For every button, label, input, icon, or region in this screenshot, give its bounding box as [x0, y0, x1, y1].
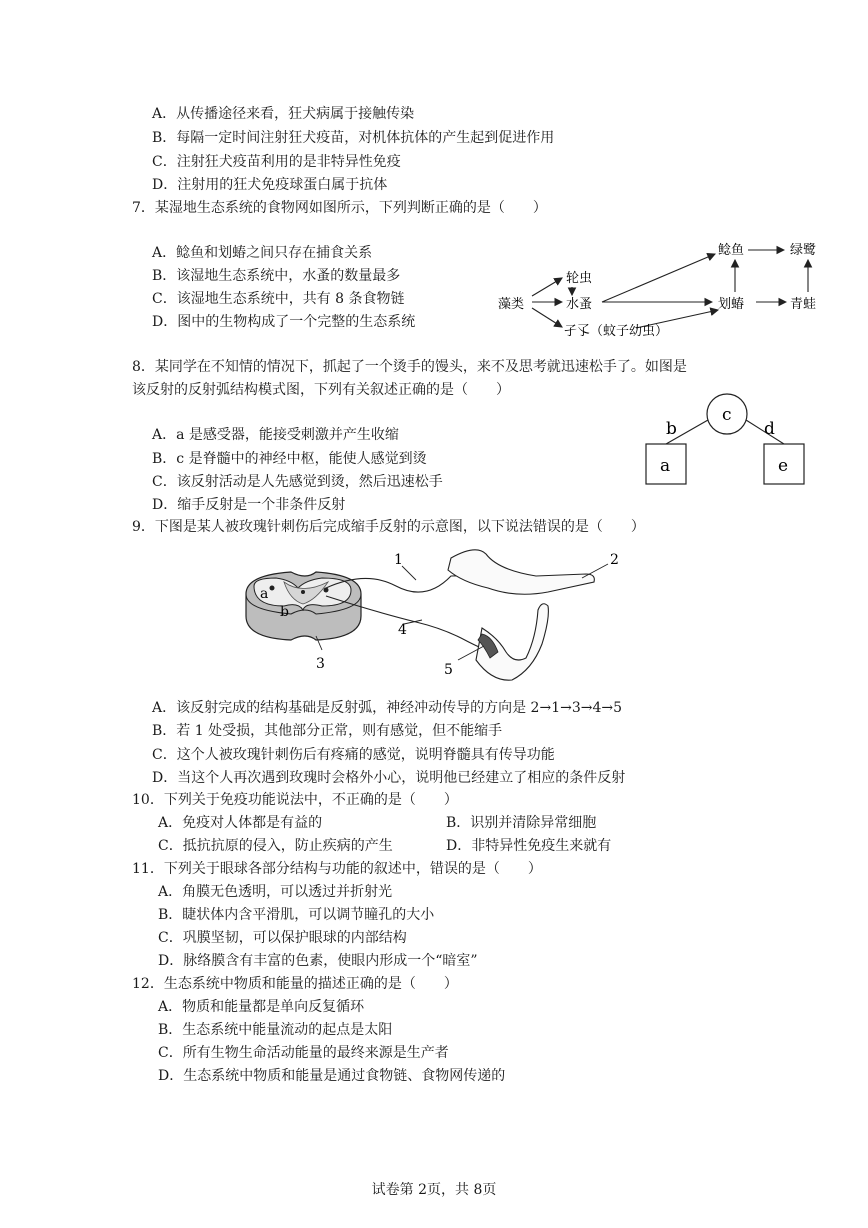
q8-option-a: A．a 是感受器，能接受刺激并产生收缩 — [152, 427, 399, 443]
reflex-illustration — [236, 540, 636, 690]
q6-option-b: B．每隔一定时间注射狂犬疫苗，对机体抗体的产生起到促进作用 — [152, 130, 555, 146]
fig-label-5: 5 — [444, 662, 453, 678]
node-nianyu: 鲶鱼 — [718, 243, 745, 258]
q6-option-c: C．注射狂犬疫苗利用的是非特异性免疫 — [152, 154, 401, 170]
q6-option-a: A．从传播途径来看，狂犬病属于接触传染 — [152, 106, 415, 122]
fig-label-2: 2 — [610, 552, 619, 568]
node-huachun: 划蝽 — [718, 297, 745, 312]
node-lunchong: 轮虫 — [566, 271, 593, 286]
q8-stem-line2: 该反射的反射弧结构模式图，下列有关叙述正确的是（ ） — [132, 382, 510, 398]
q9-option-d: D．当这个人再次遇到玫瑰时会格外小心，说明他已经建立了相应的条件反射 — [152, 770, 626, 786]
q10-option-a: A．免疫对人体都是有益的 — [158, 815, 323, 831]
q11-option-d: D．脉络膜含有丰富的色素，使眼内形成一个“暗室” — [158, 953, 478, 969]
cord-label-a: a — [260, 586, 269, 602]
q11-option-a: A．角膜无色透明，可以透过并折射光 — [158, 884, 393, 900]
q8-option-c: C．该反射活动是人先感觉到烫，然后迅速松手 — [152, 474, 443, 490]
q9-option-c: C．这个人被玫瑰针刺伤后有疼痛的感觉，说明脊髓具有传导功能 — [152, 747, 555, 763]
q7-option-a: A．鲶鱼和划蝽之间只存在捕食关系 — [152, 245, 373, 261]
node-zaolei: 藻类 — [498, 297, 525, 312]
arc-label-b: b — [666, 419, 677, 439]
arc-label-d: d — [764, 419, 775, 439]
q12-option-b: B．生态系统中能量流动的起点是太阳 — [158, 1022, 393, 1038]
q7-option-b: B．该湿地生态系统中，水蚤的数量最多 — [152, 268, 401, 284]
arc-label-c: c — [722, 405, 732, 425]
fig-label-3: 3 — [316, 656, 325, 672]
q6-option-d: D．注射用的狂犬免疫球蛋白属于抗体 — [152, 177, 388, 193]
q11-stem: 11．下列关于眼球各部分结构与功能的叙述中，错误的是（ ） — [132, 861, 542, 877]
node-shuizao: 水蚤 — [566, 297, 593, 312]
cord-label-b: b — [280, 604, 289, 620]
reflex-arc-diagram — [640, 392, 815, 492]
node-qingwa: 青蛙 — [790, 297, 817, 312]
q9-option-b: B．若 1 处受损，其他部分正常，则有感觉，但不能缩手 — [152, 723, 503, 739]
fig-label-1: 1 — [394, 552, 403, 568]
q12-option-c: C．所有生物生命活动能量的最终来源是生产者 — [158, 1045, 449, 1061]
q7-option-c: C．该湿地生态系统中，共有 8 条食物链 — [152, 291, 405, 307]
q10-stem: 10．下列关于免疫功能说法中，不正确的是（ ） — [132, 792, 458, 808]
q7-stem: 7．某湿地生态系统的食物网如图所示，下列判断正确的是（ ） — [132, 200, 547, 216]
q8-option-b: B．c 是脊髓中的神经中枢，能使人感觉到烫 — [152, 451, 427, 467]
arc-label-e: e — [778, 456, 789, 476]
q8-option-d: D．缩手反射是一个非条件反射 — [152, 497, 346, 513]
q10-option-b: B．识别并清除异常细胞 — [446, 815, 597, 831]
node-luyao: 绿鹭 — [790, 243, 817, 258]
q12-option-a: A．物质和能量都是单向反复循环 — [158, 999, 365, 1015]
q9-stem: 9．下图是某人被玫瑰针刺伤后完成缩手反射的示意图，以下说法错误的是（ ） — [132, 519, 645, 535]
q12-stem: 12．生态系统中物质和能量的描述正确的是（ ） — [132, 976, 458, 992]
q10-option-c: C．抵抗抗原的侵入，防止疾病的产生 — [158, 838, 393, 854]
q11-option-c: C．巩膜坚韧，可以保护眼球的内部结构 — [158, 930, 407, 946]
q9-option-a: A．该反射完成的结构基础是反射弧，神经冲动传导的方向是 2→1→3→4→5 — [152, 700, 623, 716]
arc-label-a: a — [660, 456, 671, 476]
q10-option-d: D．非特异性免疫生来就有 — [446, 838, 612, 854]
q8-stem-line1: 8．某同学在不知情的情况下，抓起了一个烫手的馒头，来不及思考就迅速松手了。如图是 — [132, 359, 687, 375]
fig-label-4: 4 — [398, 622, 407, 638]
q12-option-d: D．生态系统中物质和能量是通过食物链、食物网传递的 — [158, 1068, 506, 1084]
page-footer: 试卷第 2页，共 8页 — [371, 1182, 497, 1198]
q7-option-d: D．图中的生物构成了一个完整的生态系统 — [152, 314, 416, 330]
q11-option-b: B．睫状体内含平滑肌，可以调节瞳孔的大小 — [158, 907, 435, 923]
food-web-diagram — [490, 230, 840, 350]
node-jiezi: 孑孓（蚊子幼虫） — [564, 324, 669, 339]
